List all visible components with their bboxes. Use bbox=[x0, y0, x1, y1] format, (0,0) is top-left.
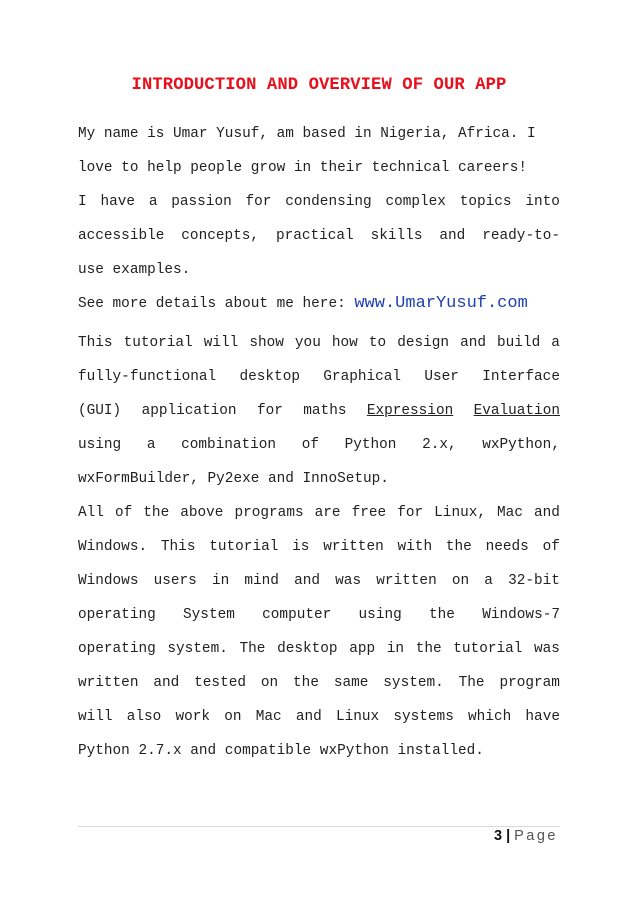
word: and bbox=[439, 228, 466, 244]
word: I bbox=[78, 194, 87, 210]
word: free bbox=[351, 505, 387, 521]
word: system. bbox=[167, 641, 228, 657]
word: for bbox=[245, 194, 272, 210]
word: operating bbox=[78, 607, 156, 623]
word: the bbox=[143, 505, 170, 521]
text-line bbox=[78, 673, 560, 693]
word: build bbox=[497, 335, 541, 351]
word: User bbox=[424, 369, 459, 385]
word: written bbox=[323, 539, 384, 555]
evaluation-link[interactable]: Evaluation bbox=[473, 403, 560, 419]
word: of bbox=[301, 437, 319, 453]
word: of bbox=[114, 505, 133, 521]
word: and bbox=[534, 505, 560, 521]
text-line bbox=[78, 367, 560, 387]
word: show bbox=[249, 335, 284, 351]
word: tutorial bbox=[453, 641, 523, 657]
word: mind bbox=[244, 573, 279, 589]
word: above bbox=[180, 505, 224, 521]
text-line: use examples. bbox=[78, 262, 191, 278]
word: and bbox=[294, 573, 321, 589]
word: Mac bbox=[255, 709, 282, 725]
word: wxPython, bbox=[482, 437, 560, 453]
word: fully-functional bbox=[78, 369, 217, 385]
text-line bbox=[78, 571, 560, 591]
more-details-text: See more details about me here: bbox=[78, 296, 355, 312]
word: the bbox=[293, 675, 319, 691]
word: Linux, bbox=[434, 505, 486, 521]
word: a bbox=[146, 437, 156, 453]
text-line: love to help people grow in their technical careers! bbox=[78, 160, 528, 176]
word: have bbox=[100, 194, 135, 210]
page-title: INTRODUCTION AND OVERVIEW OF OUR APP bbox=[131, 76, 507, 95]
text-line bbox=[78, 503, 560, 523]
text-line: My name is Umar Yusuf, am based in Nigeria, Africa. I bbox=[78, 126, 536, 142]
word: on bbox=[224, 709, 242, 725]
footer-separator: | bbox=[506, 828, 511, 844]
text-line bbox=[78, 401, 560, 421]
page-number: 3 bbox=[493, 828, 503, 844]
word: you bbox=[294, 335, 321, 351]
word: how bbox=[331, 335, 358, 351]
text-line bbox=[78, 605, 560, 625]
word: operating bbox=[78, 641, 156, 657]
word: of bbox=[542, 539, 560, 555]
word: programs bbox=[234, 505, 304, 521]
word: desktop bbox=[239, 369, 300, 385]
word: accessible bbox=[78, 228, 165, 244]
word: the bbox=[445, 539, 472, 555]
word: with bbox=[397, 539, 433, 555]
page-footer bbox=[0, 828, 558, 844]
word: This bbox=[78, 335, 113, 351]
word: also bbox=[126, 709, 162, 725]
word: for bbox=[397, 505, 424, 521]
word: for bbox=[256, 403, 283, 419]
word: into bbox=[525, 194, 560, 210]
word: combination bbox=[181, 437, 277, 453]
word: desktop bbox=[277, 641, 338, 657]
word: system. bbox=[383, 675, 444, 691]
word: the bbox=[429, 607, 455, 623]
word: The bbox=[239, 641, 266, 657]
word: application bbox=[141, 403, 237, 419]
word: tutorial bbox=[209, 539, 279, 555]
text-line: Python 2.7.x and compatible wxPython installed. bbox=[78, 743, 484, 759]
word: Interface bbox=[482, 369, 560, 385]
word: passion bbox=[171, 194, 232, 210]
word: Python bbox=[344, 437, 397, 453]
text-line bbox=[78, 707, 560, 727]
word: using bbox=[358, 607, 402, 623]
word: written bbox=[78, 675, 139, 691]
word: was bbox=[335, 573, 362, 589]
word: tutorial bbox=[123, 335, 193, 351]
word: This bbox=[160, 539, 196, 555]
word: computer bbox=[262, 607, 332, 623]
word: using bbox=[78, 437, 122, 453]
word: app bbox=[349, 641, 376, 657]
word: work bbox=[175, 709, 211, 725]
word: in bbox=[386, 641, 405, 657]
word: Mac bbox=[497, 505, 523, 521]
word: same bbox=[333, 675, 369, 691]
word: systems bbox=[393, 709, 454, 725]
word: a bbox=[551, 335, 560, 351]
text-line bbox=[78, 226, 560, 246]
word: 2.x, bbox=[422, 437, 457, 453]
word: users bbox=[153, 573, 197, 589]
word: System bbox=[183, 607, 235, 623]
word: needs bbox=[485, 539, 529, 555]
text-line bbox=[78, 435, 560, 455]
word: which bbox=[468, 709, 512, 725]
word: topics bbox=[459, 194, 512, 210]
word: concepts, bbox=[181, 228, 260, 244]
word: in bbox=[211, 573, 230, 589]
word: on bbox=[260, 675, 279, 691]
word: was bbox=[534, 641, 560, 657]
word: and bbox=[295, 709, 322, 725]
website-link[interactable]: www.UmarYusuf.com bbox=[354, 294, 528, 313]
word: are bbox=[314, 505, 341, 521]
word: Windows. bbox=[78, 539, 148, 555]
word: Windows-7 bbox=[482, 607, 560, 623]
word: design bbox=[397, 335, 450, 351]
word: ready-to- bbox=[482, 228, 560, 244]
text-line bbox=[78, 537, 560, 557]
text-line: wxFormBuilder, Py2exe and InnoSetup. bbox=[78, 471, 389, 487]
word: Windows bbox=[78, 573, 139, 589]
word: (GUI) bbox=[78, 403, 122, 419]
word: 32-bit bbox=[508, 573, 560, 589]
text-line bbox=[78, 294, 560, 314]
word: The bbox=[458, 675, 485, 691]
word: skills bbox=[370, 228, 423, 244]
word: program bbox=[499, 675, 560, 691]
word: will bbox=[78, 709, 113, 725]
word: complex bbox=[385, 194, 446, 210]
word: practical bbox=[275, 228, 354, 244]
page-label: Page bbox=[514, 828, 558, 844]
word: maths bbox=[303, 403, 347, 419]
word: the bbox=[415, 641, 442, 657]
word: will bbox=[203, 335, 239, 351]
text-line bbox=[78, 192, 560, 212]
word: and bbox=[153, 675, 180, 691]
word: condensing bbox=[285, 194, 372, 210]
word: on bbox=[451, 573, 470, 589]
footer-divider bbox=[78, 826, 560, 827]
word: tested bbox=[194, 675, 246, 691]
word: to bbox=[368, 335, 387, 351]
word: is bbox=[292, 539, 310, 555]
word: Graphical bbox=[323, 369, 402, 385]
text-line bbox=[78, 639, 560, 659]
word: a bbox=[148, 194, 158, 210]
word: a bbox=[484, 573, 493, 589]
word: All bbox=[78, 505, 104, 521]
text-line bbox=[78, 333, 560, 353]
expression-link[interactable]: Expression bbox=[366, 403, 454, 419]
word: written bbox=[376, 573, 437, 589]
word: Linux bbox=[335, 709, 380, 725]
word: and bbox=[460, 335, 486, 351]
word: have bbox=[525, 709, 560, 725]
